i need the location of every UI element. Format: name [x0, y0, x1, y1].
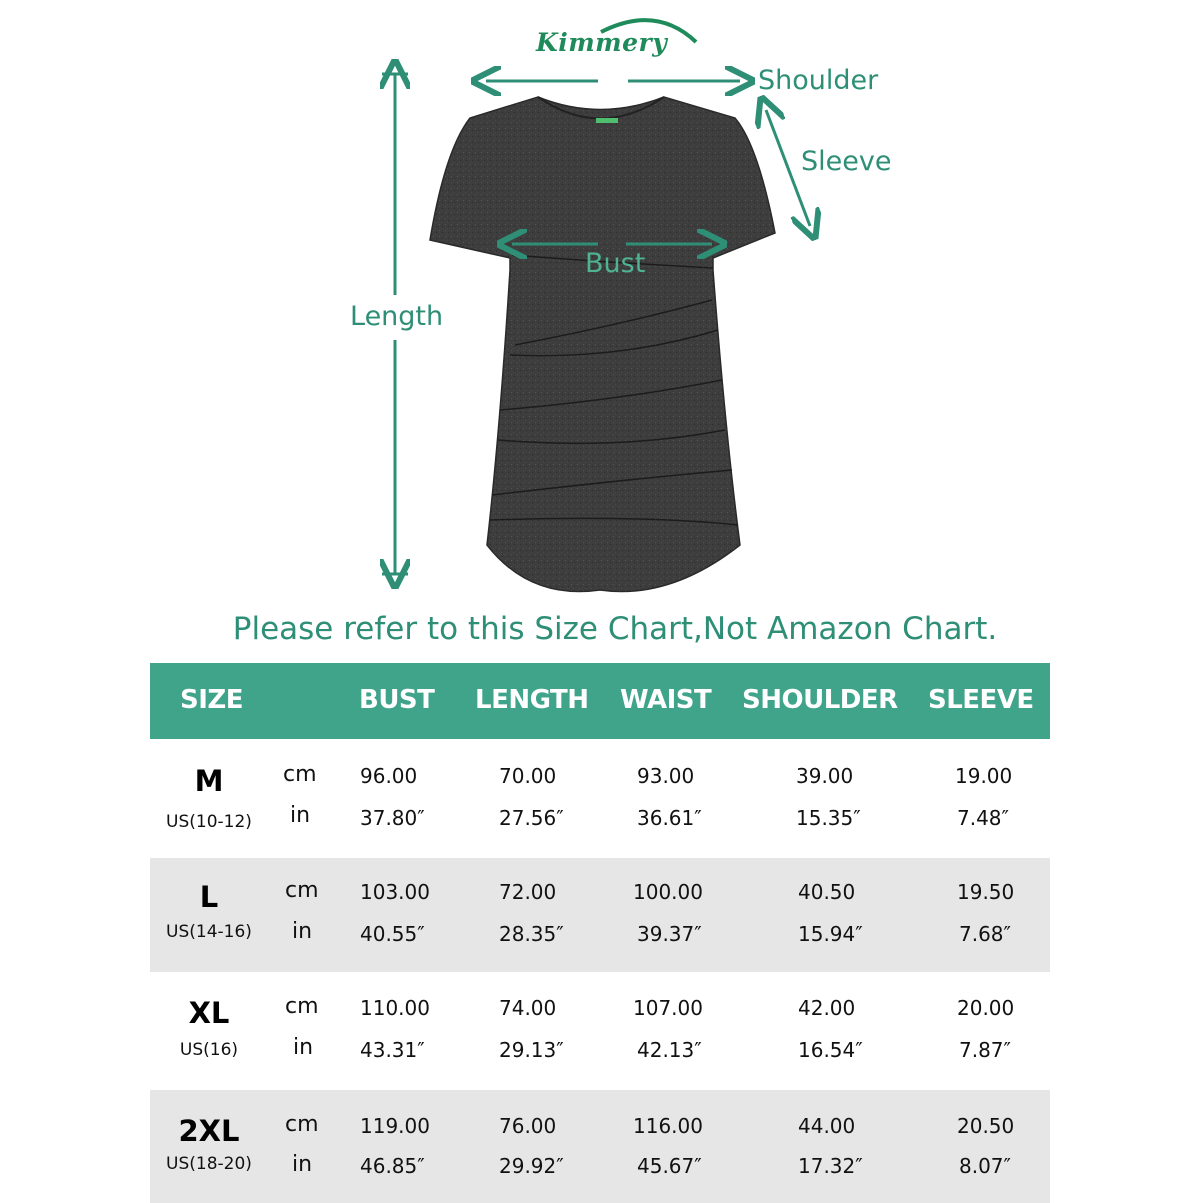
- waist-cm: 116.00: [633, 1114, 703, 1138]
- waist-cm: 100.00: [633, 880, 703, 904]
- bust-in: 43.31″: [360, 1038, 425, 1062]
- bust-in: 40.55″: [360, 922, 425, 946]
- table-row: [150, 858, 1050, 972]
- shoulder-cm: 39.00: [796, 764, 854, 788]
- length-cm: 70.00: [499, 764, 557, 788]
- sleeve-label: Sleeve: [801, 146, 892, 177]
- table-header: [150, 663, 1050, 739]
- table-row: [150, 1090, 1050, 1203]
- brand-logo-text: Kimmery: [536, 28, 668, 57]
- header-size: SIZE: [180, 685, 244, 715]
- length-cm: 74.00: [499, 996, 557, 1020]
- sleeve-in: 7.87″: [959, 1038, 1012, 1062]
- waist-in: 45.67″: [637, 1154, 702, 1178]
- length-label: Length: [350, 301, 444, 332]
- bust-label: Bust: [585, 248, 646, 279]
- tshirt-illustration: [430, 97, 775, 592]
- table-row: [150, 974, 1050, 1088]
- sleeve-cm: 20.50: [957, 1114, 1015, 1138]
- header-shoulder: SHOULDER: [742, 685, 898, 715]
- size-us: US(14-16): [166, 922, 252, 942]
- measurement-diagram: [0, 0, 1200, 600]
- shoulder-cm: 42.00: [798, 996, 856, 1020]
- sleeve-cm: 19.00: [955, 764, 1013, 788]
- unit-in: in: [293, 1035, 314, 1060]
- unit-cm: cm: [285, 994, 319, 1019]
- sleeve-cm: 19.50: [957, 880, 1015, 904]
- length-cm: 76.00: [499, 1114, 557, 1138]
- header-waist: WAIST: [620, 685, 712, 715]
- shoulder-cm: 44.00: [798, 1114, 856, 1138]
- size-name: 2XL: [178, 1114, 240, 1148]
- length-in: 27.56″: [499, 806, 564, 830]
- header-sleeve: SLEEVE: [928, 685, 1034, 715]
- unit-cm: cm: [285, 878, 319, 903]
- size-name: L: [199, 880, 219, 914]
- sleeve-in: 8.07″: [959, 1154, 1012, 1178]
- sleeve-cm: 20.00: [957, 996, 1015, 1020]
- bust-cm: 110.00: [360, 996, 430, 1020]
- shoulder-in: 15.35″: [796, 806, 861, 830]
- unit-cm: cm: [285, 1112, 319, 1137]
- length-cm: 72.00: [499, 880, 557, 904]
- waist-in: 39.37″: [637, 922, 702, 946]
- size-us: US(10-12): [166, 812, 252, 832]
- header-bust: BUST: [359, 685, 435, 715]
- sleeve-in: 7.48″: [957, 806, 1010, 830]
- size-chart-note: Please refer to this Size Chart,Not Amazon Chart.: [232, 611, 998, 647]
- waist-cm: 107.00: [633, 996, 703, 1020]
- shoulder-cm: 40.50: [798, 880, 856, 904]
- length-in: 29.92″: [499, 1154, 564, 1178]
- length-in: 29.13″: [499, 1038, 564, 1062]
- size-name: M: [194, 764, 224, 798]
- bust-cm: 119.00: [360, 1114, 430, 1138]
- size-us: US(16): [179, 1040, 239, 1060]
- waist-in: 36.61″: [637, 806, 702, 830]
- unit-in: in: [292, 919, 313, 944]
- size-us: US(18-20): [166, 1154, 252, 1174]
- size-name: XL: [188, 996, 230, 1030]
- bust-cm: 103.00: [360, 880, 430, 904]
- shoulder-in: 17.32″: [798, 1154, 863, 1178]
- waist-cm: 93.00: [637, 764, 695, 788]
- length-in: 28.35″: [499, 922, 564, 946]
- bust-cm: 96.00: [360, 764, 418, 788]
- shoulder-label: Shoulder: [758, 65, 879, 96]
- shoulder-in: 15.94″: [798, 922, 863, 946]
- bust-in: 37.80″: [360, 806, 425, 830]
- bust-in: 46.85″: [360, 1154, 425, 1178]
- unit-in: in: [290, 803, 311, 828]
- sleeve-in: 7.68″: [959, 922, 1012, 946]
- waist-in: 42.13″: [637, 1038, 702, 1062]
- header-length: LENGTH: [475, 685, 589, 715]
- unit-cm: cm: [283, 762, 317, 787]
- unit-in: in: [292, 1152, 313, 1177]
- table-row: [150, 742, 1050, 856]
- shoulder-in: 16.54″: [798, 1038, 863, 1062]
